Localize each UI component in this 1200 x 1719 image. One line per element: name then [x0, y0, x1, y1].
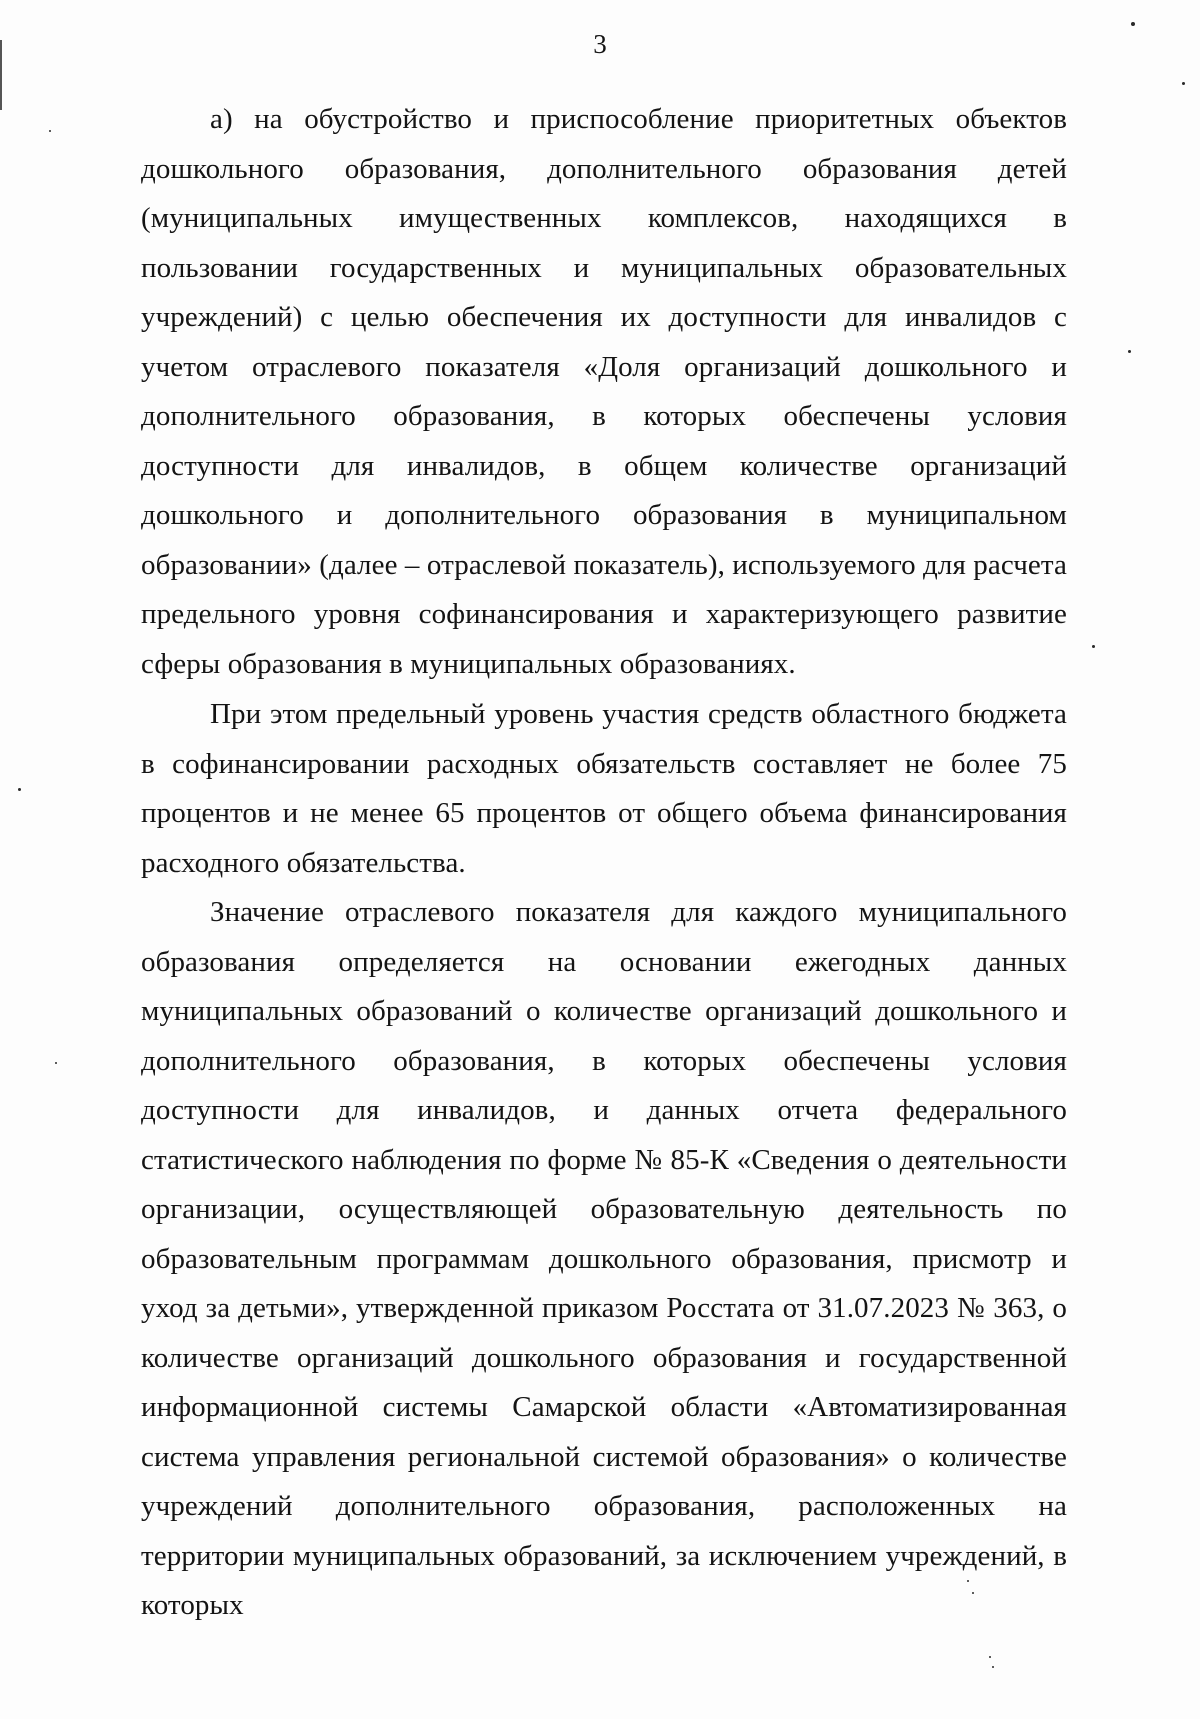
scan-speck — [18, 788, 21, 791]
page-number: 3 — [593, 29, 607, 59]
scan-speck — [1182, 82, 1185, 85]
scan-speck — [1128, 350, 1131, 353]
paragraph-block — [141, 888, 1067, 1631]
paragraph: а) на обустройство и приспособление приоритетных объектов дошкольного образования, дополнительного образования детей (муниципальных имущественных комплексов, находящихся в пользовании государственных и муниципальных образовательных учреждений) с целью обеспечения их доступности для инвалидов с учетом отраслевого показателя «Доля организаций дошкольного и дополнительного образования, в которых обеспечены условия доступности для инвалидов, в общем количестве организаций дошкольного и дополнительного образования в муниципальном образовании» (далее – отраслевой показатель), используемого для расчета предельного уровня софинансирования и характеризующего развитие сферы образования в муниципальных образованиях. — [141, 103, 1067, 680]
paragraph-block — [141, 95, 1067, 689]
scan-speck — [1131, 22, 1135, 26]
scan-edge-mark — [0, 40, 2, 110]
scan-speck — [992, 1666, 994, 1668]
scan-speck — [1092, 645, 1095, 648]
paragraph-block — [141, 690, 1067, 888]
scan-speck — [989, 1656, 991, 1658]
scan-speck — [49, 130, 51, 132]
paragraph: При этом предельный уровень участия средств областного бюджета в софинансировании расходных обязательств составляет не более 75 процентов и не менее 65 процентов от общего объема финансирования расходного обязательства. — [141, 698, 1067, 879]
scan-speck — [967, 1580, 969, 1582]
scan-speck — [55, 1062, 57, 1064]
scan-speck — [972, 1592, 974, 1594]
paragraph: Значение отраслевого показателя для каждого муниципального образования определяется на основании ежегодных данных муниципальных образований о количестве организаций дошкольного и дополнительного образования, в которых обеспечены условия доступности для инвалидов, и данных отчета федерального статистического наблюдения по форме № 85-К «Сведения о деятельности организации, осуществляющей образовательную деятельность по образовательным программам дошкольного образования, присмотр и уход за детьми», утвержденной приказом Росстата от 31.07.2023 № 363, о количестве организаций дошкольного образования и государственной информационной системы Самарской области «Автоматизированная система управления региональной системой образования» о количестве учреждений дополнительного образования, расположенных на территории муниципальных образований, за исключением учреждений, в которых — [141, 896, 1067, 1621]
